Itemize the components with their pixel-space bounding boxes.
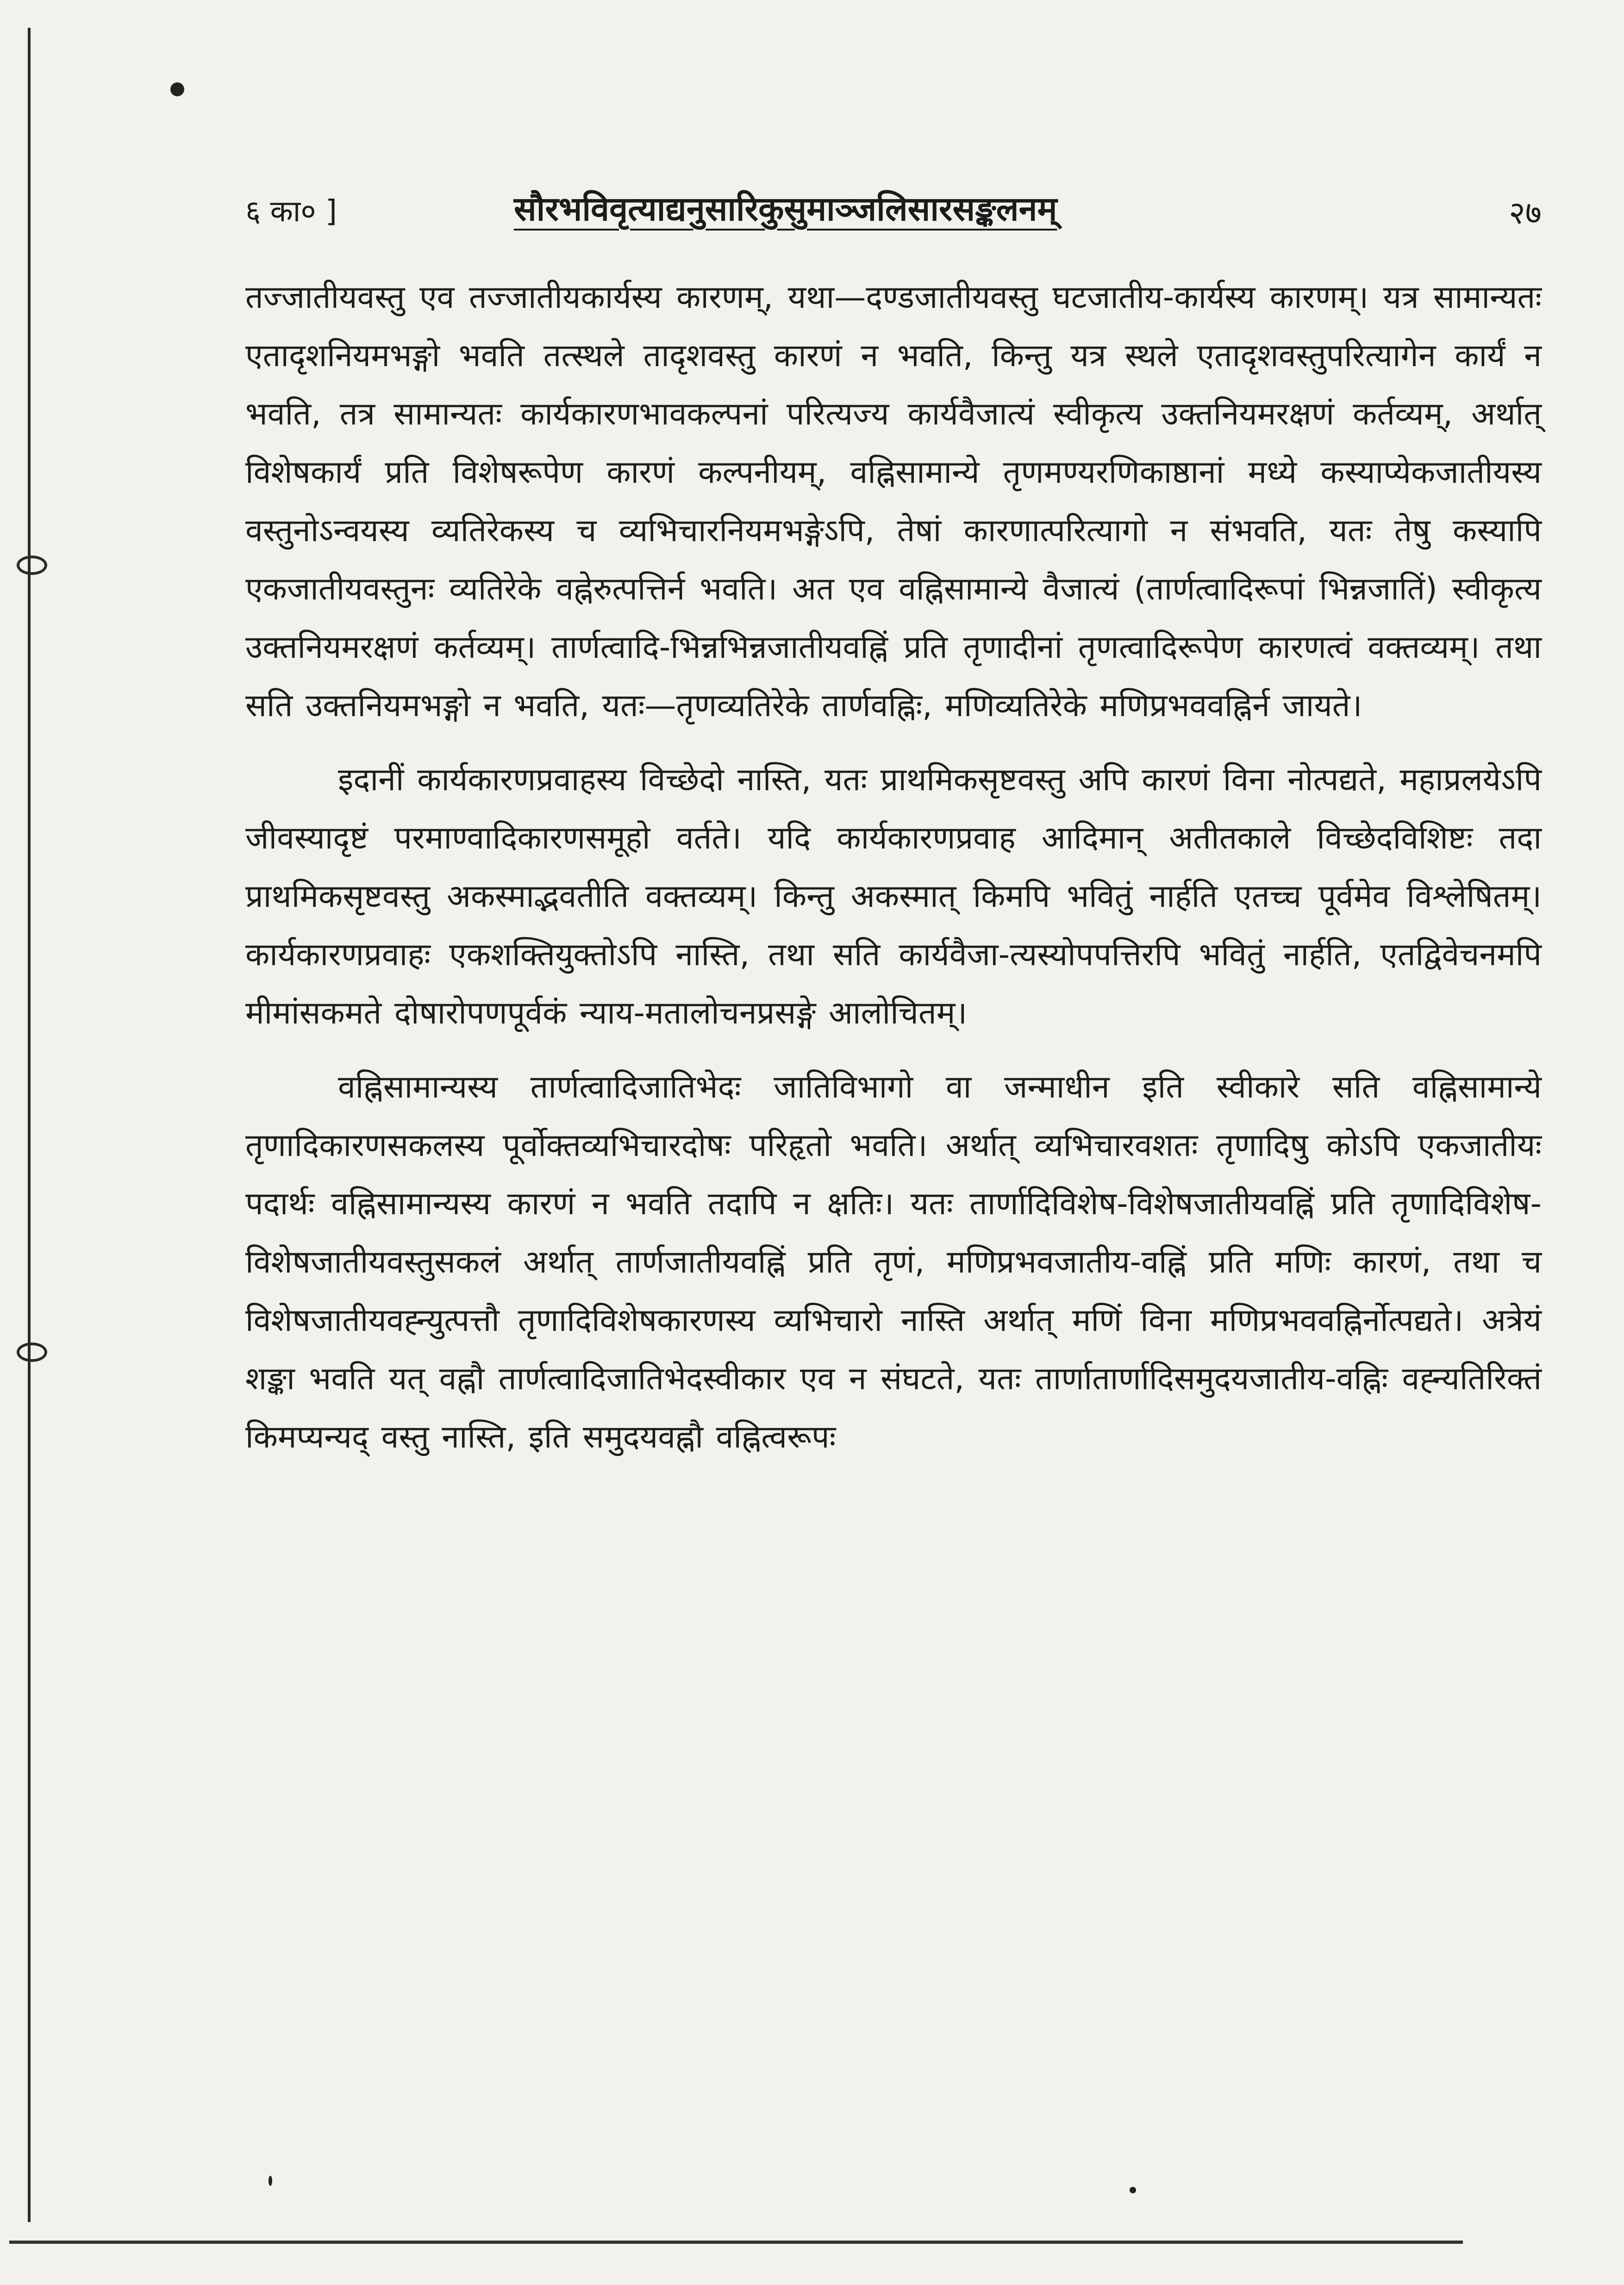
body-text: [245, 268, 1542, 1482]
paragraph-2: इदानीं कार्यकारणप्रवाहस्य विच्छेदो नास्ति, यतः प्राथमिकसृष्टवस्तु अपि कारणं विना नोत्पद्यते, महाप्रलयेऽपि जीवस्यादृष्टं परमाण्वादिकारणसमूहो वर्तते। यदि कार्यकारणप्रवाह आदिमान् अतीतकाले विच्छेदविशिष्टः तदा प्राथमिकसृष्टवस्तु अकस्माद्भवतीति वक्तव्यम्। किन्तु अकस्मात् किमपि भवितुं नार्हति एतच्च पूर्वमेव विश्लेषितम्। कार्यकारणप्रवाहः एकशक्तियुक्तोऽपि नास्ति, तथा सति कार्यवैजा-त्यस्योपपत्तिरपि भवितुं नार्हति, एतद्विवेचनमपि मीमांसकमते दोषारोपणपूर्वकं न्याय-मतालोचनप्रसङ्गे आलोचितम्।: [245, 762, 1542, 1031]
binding-hole-mark: [17, 556, 47, 575]
ink-speck: [1130, 2187, 1136, 2193]
paragraph-3: वह्निसामान्यस्य तार्णत्वादिजातिभेदः जातिविभागो वा जन्माधीन इति स्वीकारे सति वह्निसामान्ये तृणादिकारणसकलस्य पूर्वोक्तव्यभिचारदोषः परिहृतो भवति। अर्थात् व्यभिचारवशतः तृणादिषु कोऽपि एकजातीयः पदार्थः वह्निसामान्यस्य कारणं न भवति तदापि न क्षतिः। यतः तार्णादिविशेष-विशेषजातीयवह्निं प्रति तृणादिविशेष-विशेषजातीयवस्तुसकलं अर्थात् तार्णजातीयवह्निं प्रति तृणं, मणिप्रभवजातीय-वह्निं प्रति मणिः कारणं, तथा च विशेषजातीयवह्न्युत्पत्तौ तृणादिविशेषकारणस्य व्यभिचारो नास्ति अर्थात् मणिं विना मणिप्रभववह्निर्नोत्पद्यते। अत्रेयं शङ्का भवति यत् वह्नौ तार्णत्वादिजातिभेदस्वीकार एव न संघटते, यतः तार्णातार्णादिसमुदयजातीय-वह्निः वह्न्यतिरिक्तं किमप्यन्यद् वस्तु नास्ति, इति समुदयवह्नौ वह्नित्वरूपः: [245, 1069, 1542, 1455]
binding-edge-line: [28, 28, 31, 2222]
page-number: २७: [1509, 195, 1542, 231]
section-marker: ६ का० ]: [245, 194, 337, 229]
running-title: सौरभविवृत्याद्यनुसारिकुसुमाञ्जलिसारसङ्कलनम्: [514, 189, 1057, 228]
ink-speck: [170, 82, 184, 96]
bottom-rule: [9, 2241, 1463, 2244]
running-header: [245, 185, 1542, 241]
ink-speck: [269, 2176, 272, 2186]
paragraph-1: तज्जातीयवस्तु एव तज्जातीयकार्यस्य कारणम्, यथा—दण्डजातीयवस्तु घटजातीय-कार्यस्य कारणम्। यत्र सामान्यतः एतादृशनियमभङ्गो भवति तत्स्थले तादृशवस्तु कारणं न भवति, किन्तु यत्र स्थले एतादृशवस्तुपरित्यागेन कार्यं न भवति, तत्र सामान्यतः कार्यकारणभावकल्पनां परित्यज्य कार्यवैजात्यं स्वीकृत्य उक्तनियमरक्षणं कर्तव्यम्, अर्थात् विशेषकार्यं प्रति विशेषरूपेण कारणं कल्पनीयम्, वह्निसामान्ये तृणमण्यरणिकाष्ठानां मध्ये कस्याप्येकजातीयस्य वस्तुनोऽन्वयस्य व्यतिरेकस्य च व्यभिचारनियमभङ्गेऽपि, तेषां कारणात्परित्यागो न संभवति, यतः तेषु कस्यापि एकजातीयवस्तुनः व्यतिरेके वह्नेरुत्पत्तिर्न भवति। अत एव वह्निसामान्ये वैजात्यं (तार्णत्वादिरूपां भिन्नजातिं) स्वीकृत्य उक्तनियमरक्षणं कर्तव्यम्। तार्णत्वादि-भिन्नभिन्नजातीयवह्निं प्रति तृणादीनां तृणत्वादिरूपेण कारणत्वं वक्तव्यम्। तथा सति उक्तनियमभङ्गो न भवति, यतः—तृणव्यतिरेके तार्णवह्निः, मणिव्यतिरेके मणिप्रभववह्निर्न जायते।: [245, 279, 1542, 724]
binding-hole-mark: [17, 1342, 47, 1362]
